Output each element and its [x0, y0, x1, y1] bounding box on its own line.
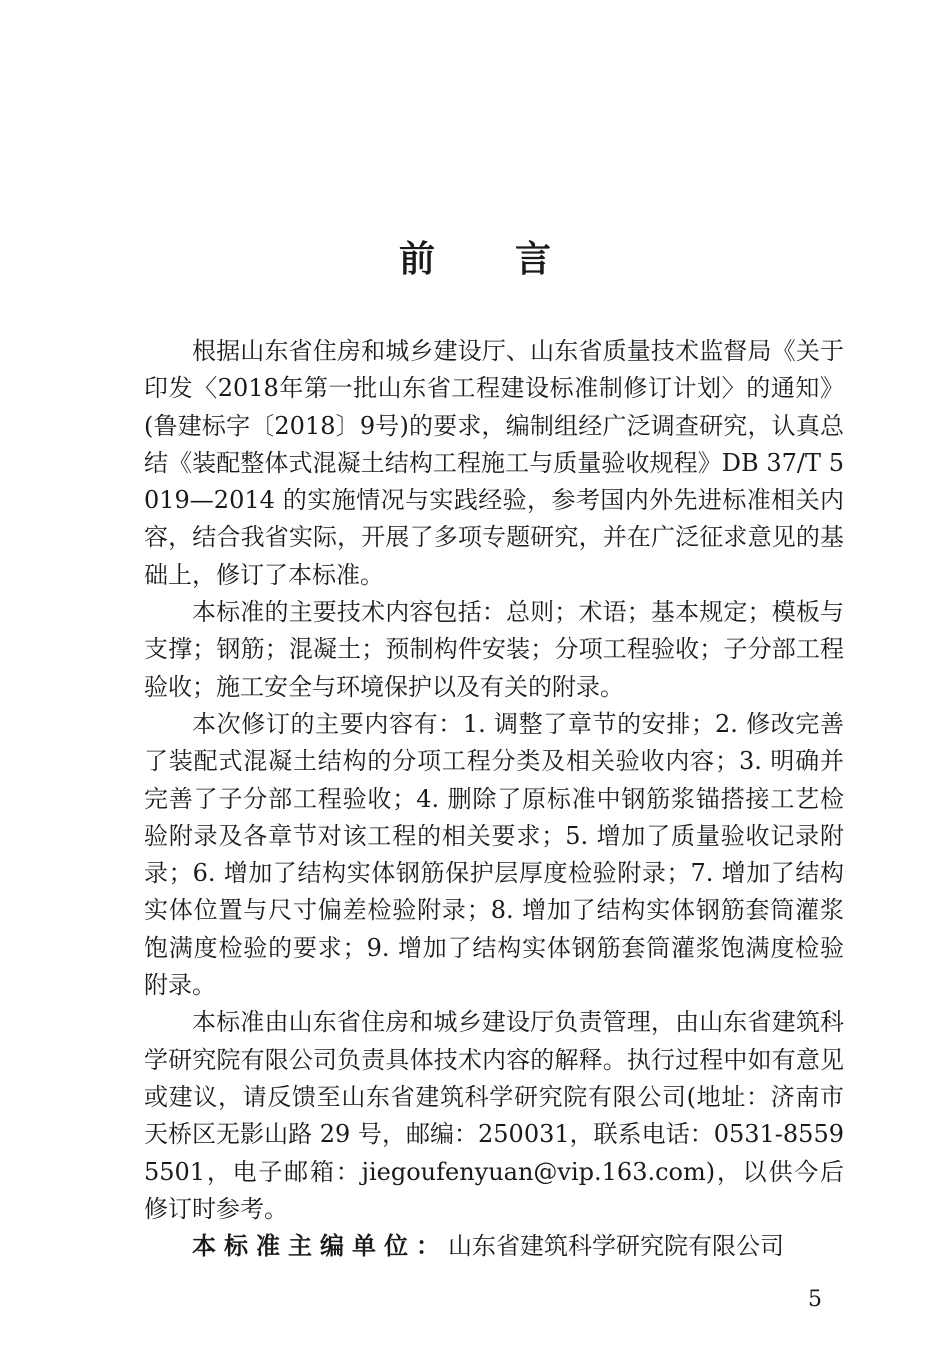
body-text	[144, 333, 844, 1265]
paragraph-basis: 根据山东省住房和城乡建设厅、山东省质量技术监督局《关于印发〈2018年第一批山东省工程建设标准制修订计划〉的通知》(鲁建标字〔2018〕9号)的要求，编制组经广泛调查研究，认真总结《装配整体式混凝土结构工程施工与质量验收规程》DB 37/T 5019—2014 的实施情况与实践经验，参考国内外先进标准相关内容，结合我省实际，开展了多项专题研究，并在广泛征求意见的基础上，修订了本标准。	[144, 337, 844, 589]
chief-editor-unit: 山东省建筑科学研究院有限公司	[448, 1232, 784, 1261]
page-number: 5	[808, 1287, 822, 1312]
paragraph-revision-content: 本次修订的主要内容有：1. 调整了章节的安排；2. 修改完善了装配式混凝土结构的分项工程分类及相关验收内容；3. 明确并完善了子分部工程验收；4. 删除了原标准中钢筋浆锚搭接工艺检验附录及各章节对该工程的相关要求；5. 增加了质量验收记录附录；6. 增加了结构实体钢筋保护层厚度检验附录；7. 增加了结构实体位置与尺寸偏差检验附录；8. 增加了结构实体钢筋套筒灌浆饱满度检验的要求；9. 增加了结构实体钢筋套筒灌浆饱满度检验附录。	[144, 709, 844, 1000]
chief-editor-label: 本标准主编单位：	[192, 1232, 448, 1261]
chief-editor-line	[144, 1228, 844, 1265]
page-title: 前言	[398, 238, 631, 280]
paragraph-main-content: 本标准的主要技术内容包括：总则；术语；基本规定；模板与支撑；钢筋；混凝土；预制构件安装；分项工程验收；子分部工程验收；施工安全与环境保护以及有关的附录。	[144, 598, 844, 701]
paragraph-management-contact: 本标准由山东省住房和城乡建设厅负责管理，由山东省建筑科学研究院有限公司负责具体技术内容的解释。执行过程中如有意见或建议，请反馈至山东省建筑科学研究院有限公司(地址：济南市天桥区无影山路 29 号，邮编：250031，联系电话：0531-85595501，电子邮箱：jiegoufenyuan@vip.163.com)，以供今后修订时参考。	[144, 1008, 844, 1223]
